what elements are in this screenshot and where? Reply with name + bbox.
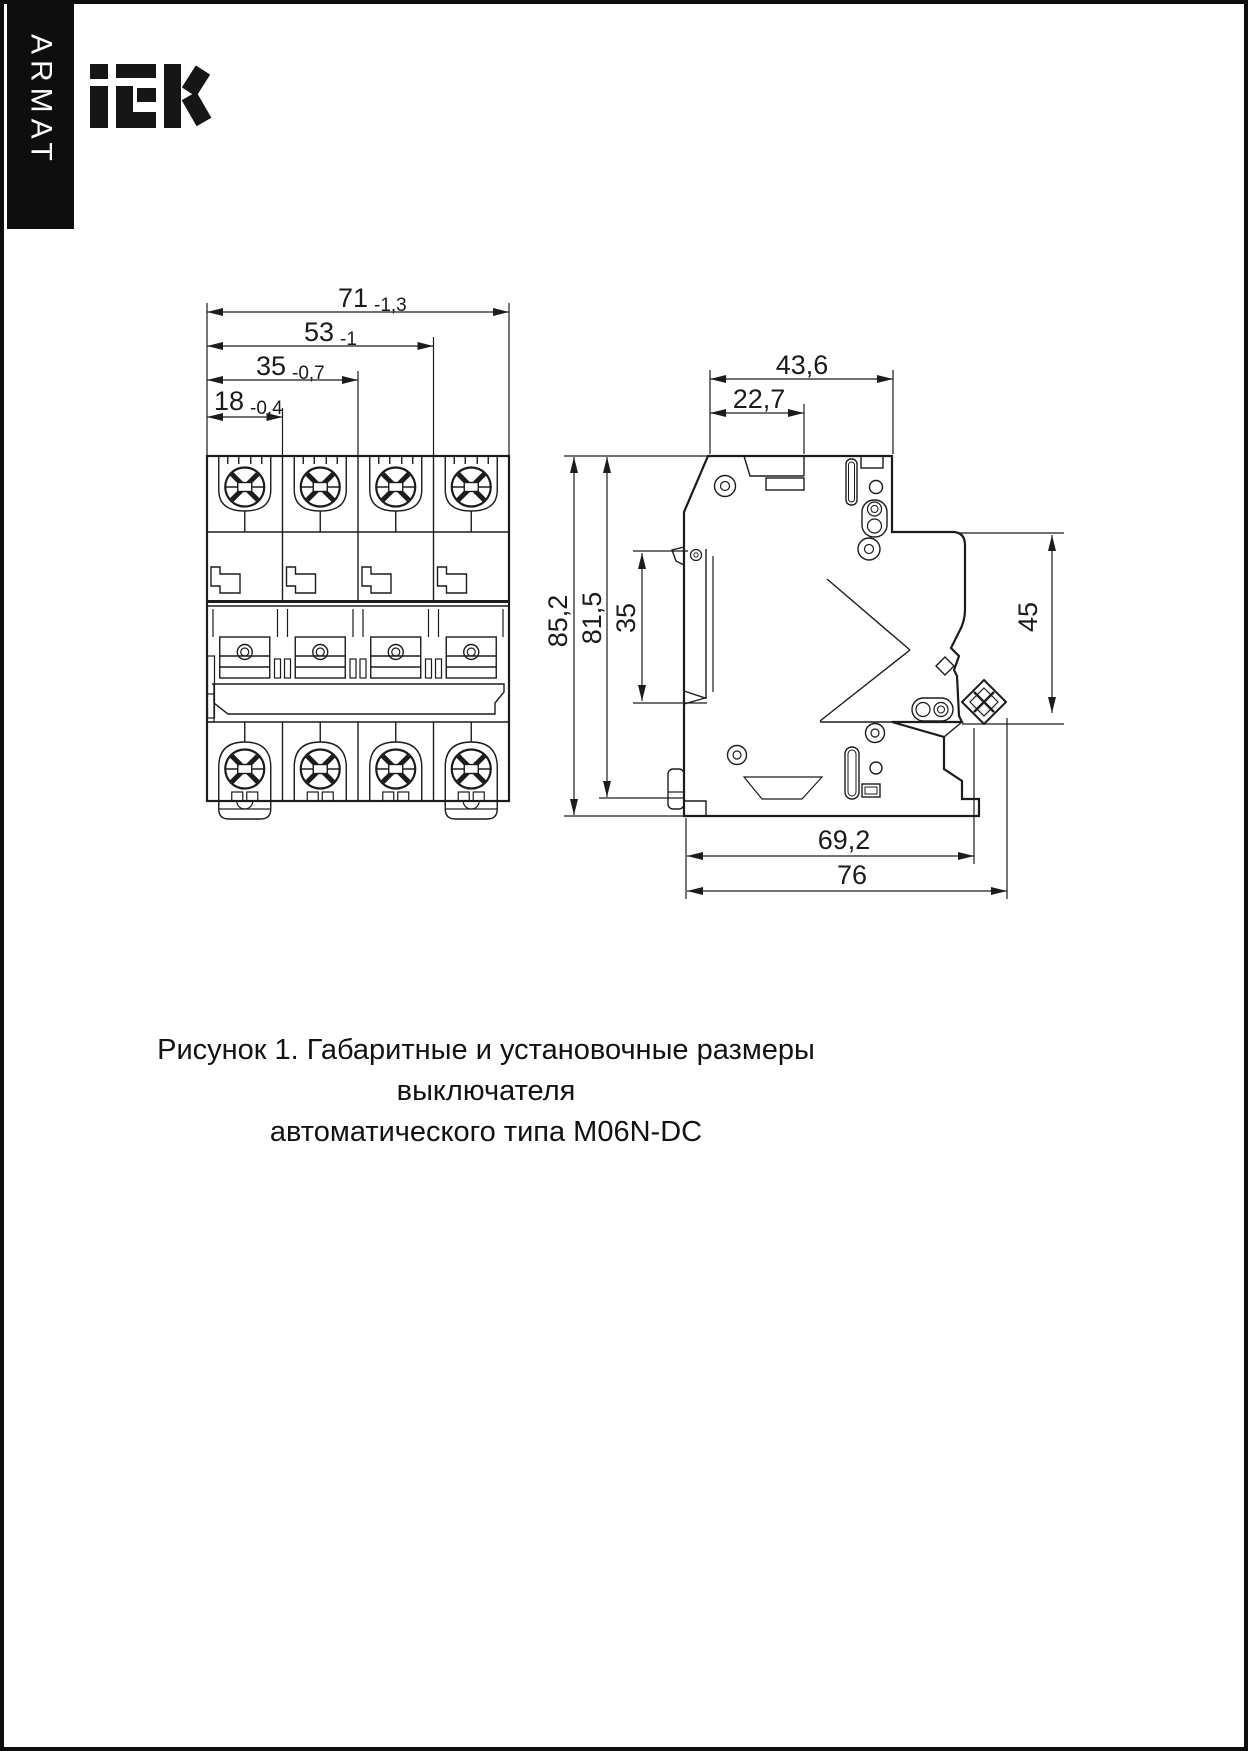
dim-value: 45 [1013, 601, 1043, 633]
side-body-outline [684, 456, 979, 816]
brand-vertical-label: ARMAT [24, 34, 58, 167]
figure-caption-line2: автоматического типа М06N-DC [269, 1116, 703, 1148]
side-din-clip [668, 769, 684, 809]
side-terminal-screw [962, 680, 1006, 724]
side-rivets [691, 456, 955, 799]
side-rail-hook-top [672, 547, 684, 565]
dim-value: 76 [836, 860, 868, 890]
side-handle-recess [744, 456, 804, 490]
dim-din-pitch [611, 551, 707, 703]
dim-value: 43,6 [775, 350, 829, 380]
dim-value: 71 [337, 283, 369, 313]
side-foot-wedge [744, 777, 822, 799]
dim-value: 81,5 [577, 591, 607, 645]
dim-tolerance: -1,3 [374, 295, 407, 316]
figure-caption-line1: Рисунок 1. Габаритные и установочные размеры выключателя [157, 1034, 815, 1107]
side-rail-hook-bottom [684, 691, 705, 704]
front-mounting-tabs [219, 801, 498, 819]
dim-width-one-pole [207, 386, 283, 456]
technical-drawing [4, 4, 1248, 1751]
dim-value: 18 [213, 386, 245, 416]
dim-tolerance: -0,7 [292, 363, 325, 384]
side-view [543, 350, 1064, 899]
front-view [207, 283, 509, 819]
figure-caption [86, 1030, 886, 1153]
front-toggle-indicators [211, 567, 467, 593]
front-tie-bar [212, 684, 504, 714]
dim-value: 35 [255, 351, 287, 381]
dim-tolerance: -1 [340, 329, 357, 350]
dim-value: 22,7 [732, 384, 786, 414]
front-handle-walls [213, 609, 503, 637]
front-handles [220, 637, 497, 678]
dim-front-depth [710, 384, 804, 454]
dim-tolerance: -0,4 [250, 398, 283, 419]
dim-value: 69,2 [817, 825, 871, 855]
dim-value: 35 [611, 602, 641, 634]
dim-base-depth [686, 728, 974, 899]
dim-value: 53 [303, 317, 335, 347]
dim-lug-height [957, 533, 1064, 724]
dim-value: 85,2 [543, 594, 573, 648]
